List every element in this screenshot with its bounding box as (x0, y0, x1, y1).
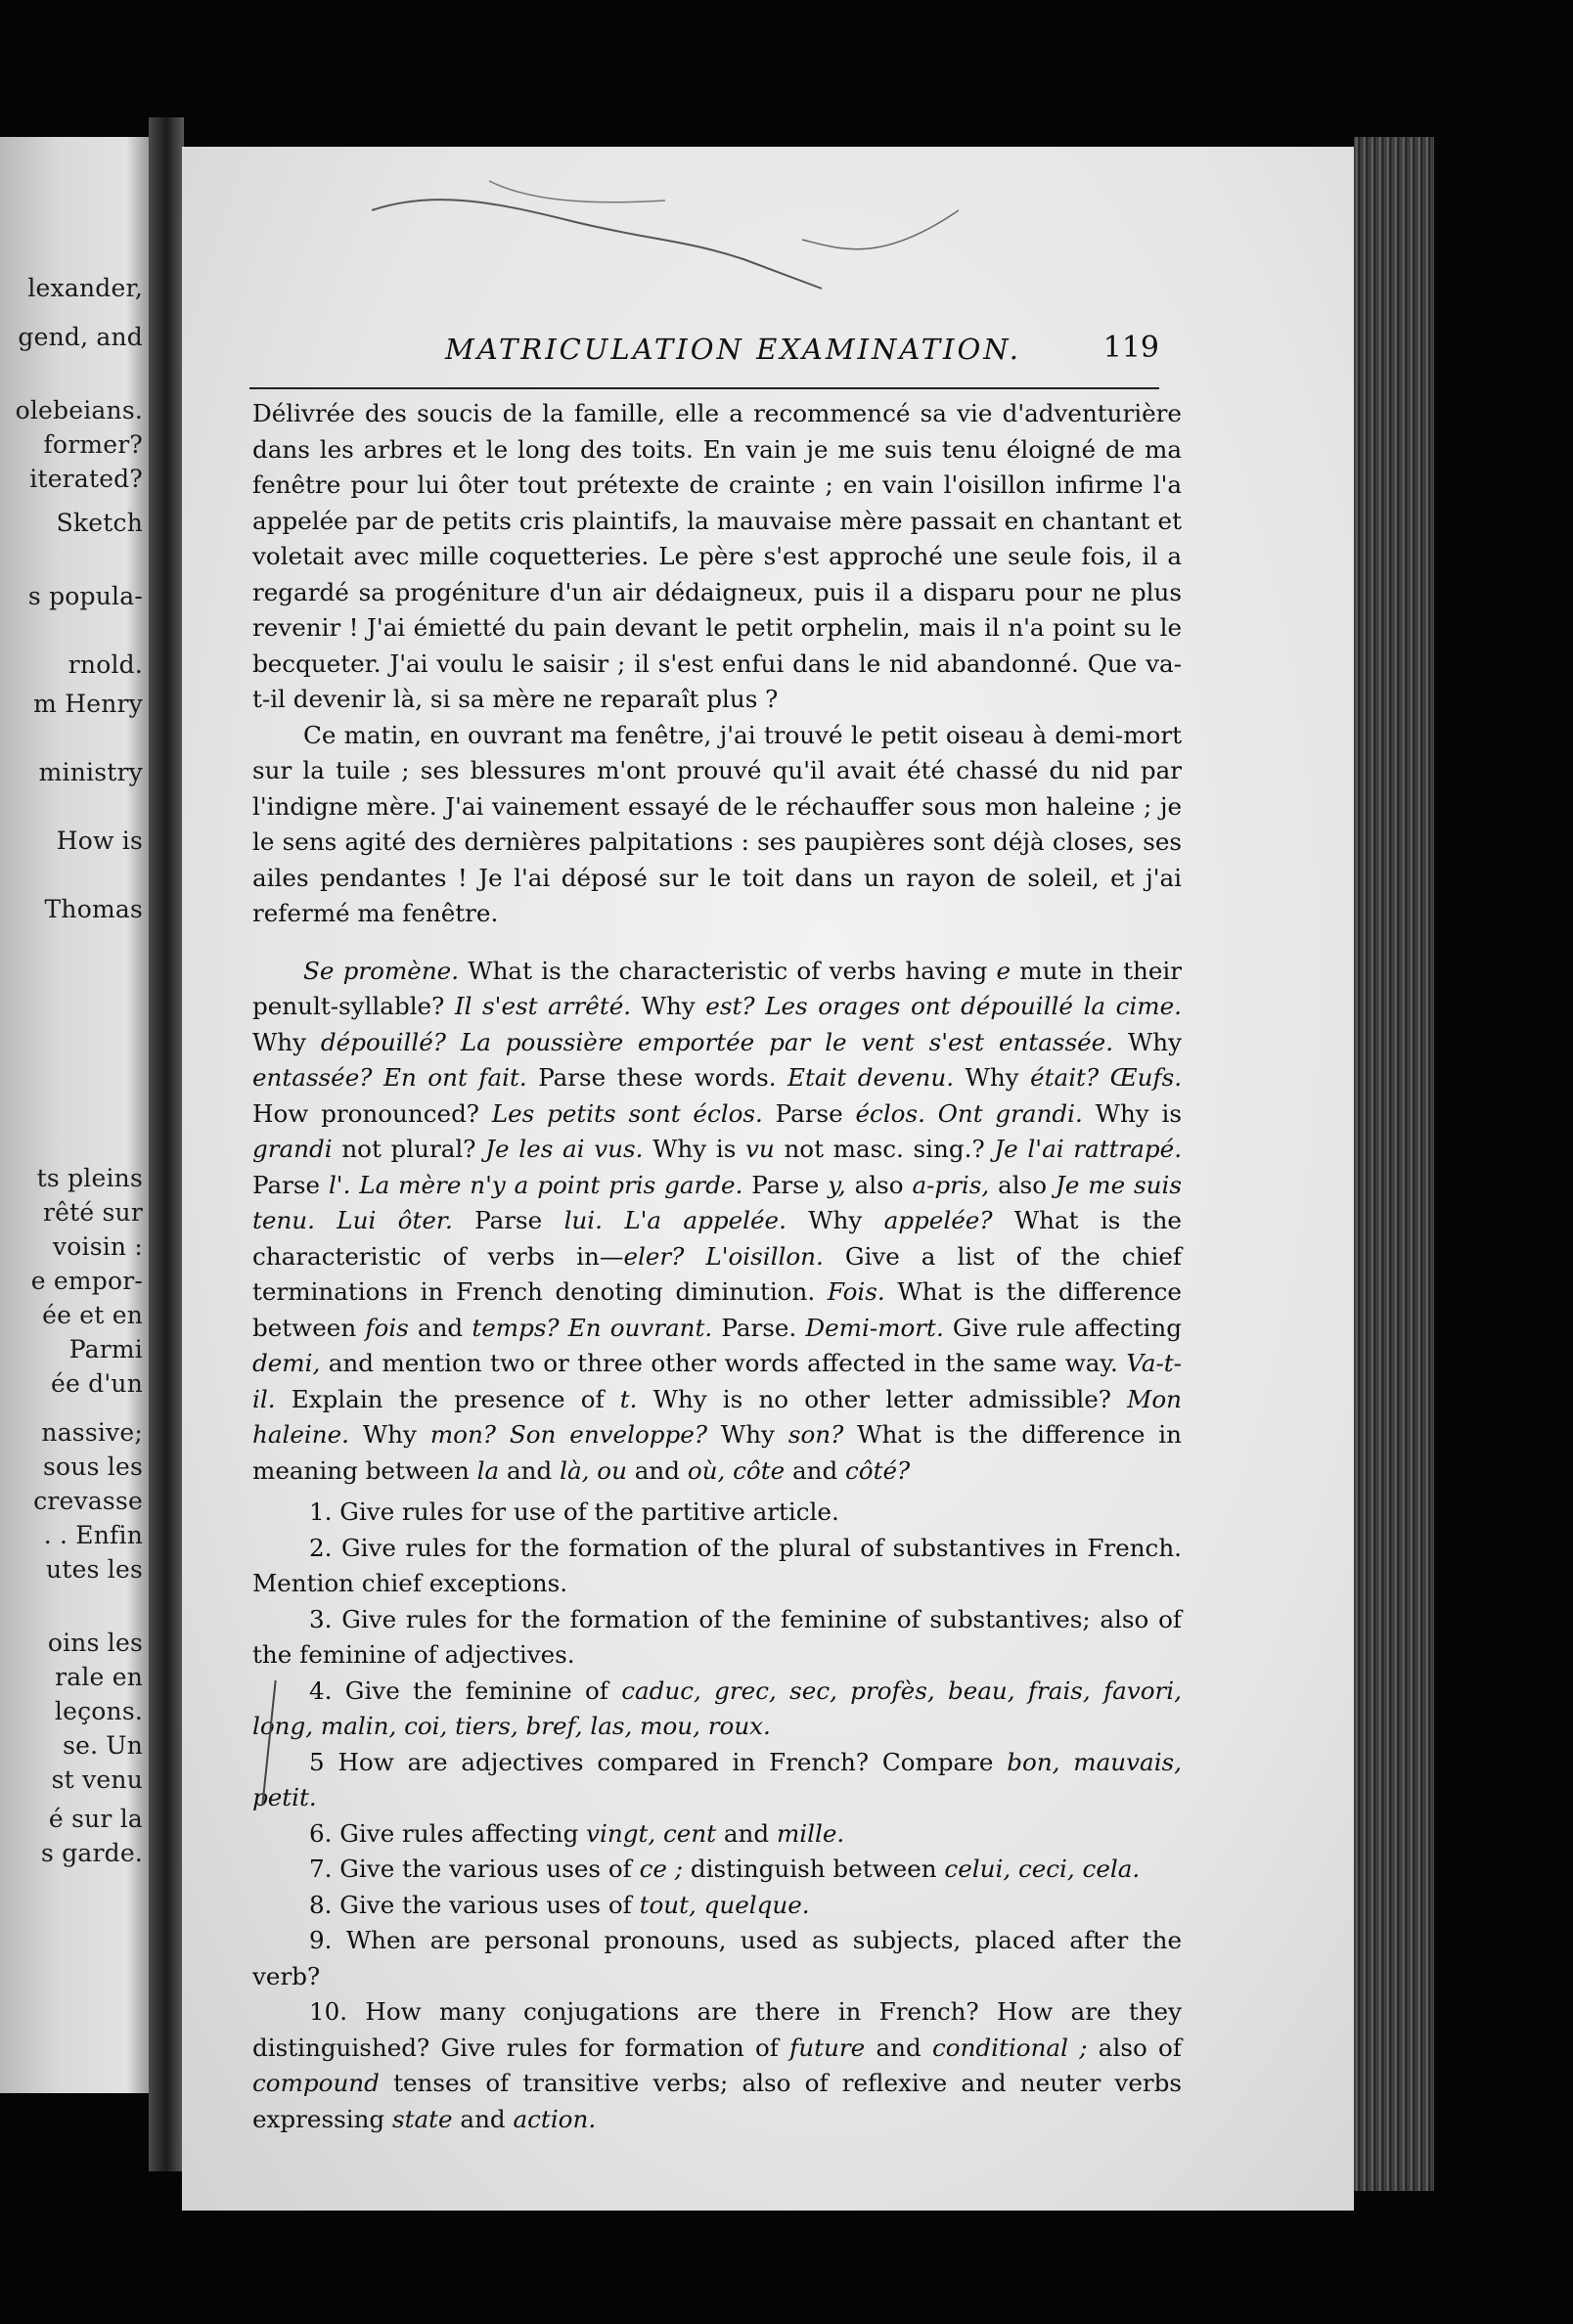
grammar-run: mute in their penult-syllable? (252, 956, 1182, 1020)
question-item (252, 1495, 1182, 1531)
grammar-run: fois (365, 1313, 409, 1342)
grammar-run: Etait devenu. (787, 1063, 955, 1092)
passage-paragraph-1: Délivrée des soucis de la famille, elle a recommencé sa vie d'adventurière dans les arbres et le long des toits. En vain je me suis tenu éloigné de ma fenêtre pour lui ôter tout prétexte de crainte ; en vain l'oisillon infirme l'a appelée par de petits cris plaintifs, la mauvaise mère passait en chantant et voletait avec mille coquetteries. Le père s'est approché une seule fois, il a regardé sa progéniture d'un air dédaigneux, puis il a disparu pour ne plus revenir ! J'ai émietté du pain devant le petit orphelin, mais il n'a point su le becqueter. J'ai voulu le saisir ; il s'est enfui dans le nid abandonné. Que va-t-il devenir là, si sa mère ne reparaît plus ? (252, 399, 1182, 713)
header-rule (249, 387, 1159, 389)
grammar-run: côté? (845, 1455, 911, 1485)
page-edges (1354, 137, 1434, 2191)
grammar-run (350, 1171, 359, 1199)
question-run: distinguish between (683, 1855, 945, 1883)
grammar-run (315, 1206, 337, 1234)
grammar-run: mon? (429, 1420, 496, 1449)
grammar-run: and (499, 1455, 561, 1485)
grammar-run: Why (349, 1420, 430, 1449)
facing-page-text: sous les (43, 1452, 143, 1481)
grammar-run: L'oisillon. (705, 1241, 824, 1271)
grammar-run: temps? (472, 1313, 560, 1342)
grammar-run: son? (787, 1420, 844, 1449)
grammar-run: Why is no other letter admissible? (637, 1384, 1128, 1413)
grammar-run: grandi (252, 1135, 333, 1163)
grammar-run: Ont grandi. (937, 1098, 1083, 1128)
grammar-run: a-pris, (912, 1170, 990, 1199)
grammar-run: Je les ai vus. (485, 1135, 644, 1163)
grammar-questions-paragraph (252, 954, 1182, 1490)
question-run: 3. Give rules for the formation of the feminine of substantives; also of the feminine of adjectives. (252, 1604, 1182, 1669)
grammar-run: Fois. (827, 1277, 885, 1306)
grammar-run: était? (1030, 1063, 1100, 1092)
grammar-run (372, 1063, 383, 1092)
facing-page-text: ts pleins (36, 1164, 143, 1192)
grammar-run: l'. (328, 1170, 351, 1199)
facing-page-text: s garde. (41, 1839, 143, 1867)
passage-paragraph-2: Ce matin, en ouvrant ma fenêtre, j'ai trouvé le petit oiseau à demi-mort sur la tuile ; ses blessures m'ont prouvé qu'il avait été chassé du nid par l'indigne mère. J'ai vainement essayé de le réchauffer sous mon haleine ; je le sens agité des dernières palpitations : ses paupières sont déjà closes, ses ailes pendantes ! Je l'ai déposé sur le toit dans un rayon de soleil, et j'ai refermé ma fenêtre. (252, 720, 1182, 927)
facing-page-fragment (0, 137, 149, 2093)
facing-page-text: rale en (55, 1663, 143, 1691)
grammar-run: Why (1113, 1027, 1182, 1056)
grammar-run: How pronounced? (252, 1098, 492, 1128)
grammar-run (560, 1314, 568, 1342)
question-item (252, 1923, 1182, 1994)
grammar-run: Parse these words. (526, 1063, 788, 1092)
question-run: celui, ceci, cela. (944, 1855, 1141, 1883)
grammar-run: Parse (252, 1170, 329, 1199)
grammar-run: est? (705, 992, 755, 1020)
question-run: state (392, 2104, 453, 2133)
facing-page-text: ée d'un (50, 1369, 143, 1398)
question-run: also of (1087, 2033, 1182, 2062)
question-run: conditional ; (931, 2033, 1088, 2062)
grammar-run: où, (687, 1455, 726, 1485)
grammar-run: Why (954, 1063, 1031, 1092)
facing-page-text: Parmi (68, 1335, 143, 1363)
grammar-run: dépouillé? (320, 1027, 446, 1056)
question-item (252, 1531, 1182, 1602)
facing-page-text: gend, and (18, 323, 143, 351)
grammar-run: Son enveloppe? (509, 1420, 708, 1449)
question-run: 7. Give the various uses of (309, 1855, 640, 1883)
grammar-run (603, 1206, 624, 1234)
question-run: 8. Give the various uses of (309, 1890, 640, 1919)
grammar-run: demi, (252, 1349, 321, 1377)
question-run: 10. How many conjugations are there in French? How are they distinguished? Give rules for formation of (252, 1997, 1182, 2062)
facing-page-text: crevasse (33, 1487, 143, 1515)
question-run: bon, mauvais, petit. (252, 1747, 1182, 1811)
page-number: 119 (1102, 331, 1159, 365)
facing-page-text: nassive; (41, 1418, 143, 1447)
book-gutter (149, 117, 184, 2171)
grammar-run: Mon haleine. (252, 1384, 1182, 1449)
grammar-run: Give rule affecting (943, 1313, 1182, 1342)
facing-page-text: se. Un (63, 1731, 143, 1760)
question-run: tout, quelque. (639, 1890, 810, 1919)
question-item (252, 1852, 1182, 1888)
grammar-run: Why is (1082, 1098, 1182, 1128)
grammar-run: appelée? (883, 1206, 993, 1234)
grammar-run (755, 992, 766, 1020)
facing-page-text: s popula- (27, 582, 143, 610)
facing-page-text: ée et en (42, 1301, 143, 1329)
question-run: vingt, cent (586, 1818, 717, 1848)
grammar-run: Les petits sont éclos. (491, 1098, 763, 1128)
facing-page-text: iterated? (29, 465, 143, 493)
grammar-run: eler? (623, 1241, 685, 1271)
grammar-run: Il s'est arrêté. (454, 992, 632, 1020)
grammar-run (496, 1420, 510, 1449)
facing-page-text: Thomas (44, 895, 143, 923)
facing-page-text: rêté sur (42, 1198, 143, 1227)
grammar-run: e (996, 956, 1011, 985)
grammar-run: entassée? (252, 1063, 373, 1092)
grammar-run: ou (597, 1455, 627, 1485)
grammar-run: and (626, 1455, 688, 1485)
grammar-run: Parse. (712, 1313, 806, 1342)
grammar-run: What is the characteristic of verbs having (459, 956, 997, 985)
question-run: mille. (776, 1818, 845, 1848)
grammar-run: y, (828, 1170, 846, 1199)
grammar-run: L'a appelée. (624, 1206, 786, 1234)
grammar-run: Give a list of the chief terminations in French denoting diminution. (252, 1241, 1182, 1306)
facing-page-text: voisin : (52, 1232, 143, 1261)
grammar-run: Se promène. (303, 956, 460, 985)
facing-page-text: lexander, (27, 274, 143, 302)
grammar-run: Je me suis tenu. (252, 1170, 1182, 1234)
pencil-scribble (372, 171, 959, 308)
facing-page-text: rnold. (67, 650, 143, 679)
question-run: ce ; (639, 1855, 684, 1883)
grammar-run: côte (733, 1455, 786, 1485)
grammar-run: Explain the presence of (275, 1384, 620, 1413)
grammar-run (684, 1242, 705, 1271)
facing-page-text: How is (56, 827, 143, 855)
running-header (249, 313, 1159, 391)
question-item (252, 1674, 1182, 1745)
grammar-run: Why (631, 992, 706, 1020)
grammar-run: also (845, 1170, 913, 1199)
facing-page-text: former? (43, 430, 143, 459)
numbered-questions (252, 1495, 1182, 2137)
question-item (252, 1745, 1182, 1816)
grammar-run (725, 1456, 733, 1485)
grammar-run: vu (745, 1135, 775, 1163)
grammar-run: éclos. (855, 1098, 925, 1128)
grammar-run: not plural? (332, 1135, 486, 1163)
facing-page-text: é sur la (48, 1805, 143, 1833)
grammar-run: La mère n'y a point pris garde. (359, 1170, 743, 1199)
question-run: action. (513, 2104, 597, 2133)
page-body (252, 396, 1182, 2137)
facing-page-text: olebeians. (15, 396, 143, 425)
grammar-run: Why (786, 1206, 884, 1234)
grammar-run: Demi-mort. (805, 1313, 944, 1342)
facing-page-text: oins les (47, 1629, 143, 1657)
question-run: caduc, grec, sec, profès, beau, frais, favori, long, malin, coi, tiers, bref, las, mou, roux. (252, 1676, 1182, 1740)
question-run: 1. Give rules for use of the partitive article. (309, 1497, 839, 1526)
grammar-run: Je l'ai rattrapé. (994, 1135, 1183, 1163)
grammar-run: What is the characteristic of verbs in— (252, 1206, 1182, 1271)
grammar-run: t. (619, 1384, 638, 1413)
grammar-run: lui. (563, 1206, 603, 1234)
facing-page-text: leçons. (54, 1697, 143, 1725)
question-item (252, 1816, 1182, 1853)
facing-page-text: ministry (38, 758, 143, 786)
facing-page-text: utes les (46, 1555, 143, 1584)
grammar-run: La poussière emportée par le vent s'est entassée. (460, 1027, 1114, 1056)
grammar-run: là, (560, 1455, 590, 1485)
question-item (252, 1888, 1182, 1924)
grammar-run (925, 1099, 938, 1128)
grammar-run: Parse (742, 1170, 829, 1199)
grammar-run: la (476, 1455, 500, 1485)
question-run: 6. Give rules affecting (309, 1818, 587, 1848)
grammar-run: En ont fait. (383, 1063, 527, 1092)
grammar-run: Why (252, 1027, 321, 1056)
facing-page-text: Sketch (56, 509, 143, 537)
grammar-run: Parse (762, 1098, 856, 1128)
question-run: and (716, 1818, 777, 1848)
grammar-run: Why is (643, 1135, 746, 1163)
grammar-run: Les orages ont dépouillé la cime. (765, 992, 1182, 1020)
page-title: MATRICULATION EXAMINATION. (445, 333, 1022, 366)
grammar-run: and mention two or three other words affected in the same way. (320, 1349, 1127, 1377)
grammar-run: also (989, 1170, 1056, 1199)
grammar-run: Lui ôter. (337, 1206, 453, 1234)
question-item (252, 1994, 1182, 2137)
grammar-run: and (785, 1455, 846, 1485)
facing-page-text: st venu (51, 1765, 143, 1794)
grammar-run: Why (707, 1420, 788, 1449)
question-item (252, 1602, 1182, 1674)
grammar-run: En ouvrant. (567, 1313, 713, 1342)
facing-page-text: m Henry (33, 690, 143, 718)
question-run: 4. Give the feminine of (309, 1676, 622, 1705)
grammar-run: not masc. sing.? (774, 1135, 995, 1163)
question-run: compound (252, 2069, 380, 2097)
facing-page-text: . . Enfin (43, 1521, 143, 1549)
question-run: and (452, 2104, 514, 2133)
question-run: 9. When are personal pronouns, used as subjects, placed after the verb? (252, 1926, 1182, 1990)
grammar-run: What is the difference in meaning between (252, 1420, 1183, 1485)
question-run: tenses of transitive verbs; also of reflexive and neuter verbs expressing (252, 2069, 1182, 2133)
facing-page-text: e empor- (30, 1267, 143, 1295)
question-run: 2. Give rules for the formation of the plural of substantives in French. Mention chief exceptions. (252, 1533, 1182, 1597)
question-run: and (865, 2033, 932, 2062)
grammar-run (446, 1028, 461, 1056)
question-run: future (789, 2033, 866, 2062)
grammar-run: Œufs. (1109, 1063, 1183, 1092)
grammar-run (1099, 1063, 1110, 1092)
grammar-run: Parse (452, 1206, 564, 1234)
grammar-run: What is the difference between (252, 1277, 1182, 1342)
question-run: 5 How are adjectives compared in French? Compare (309, 1747, 1008, 1776)
grammar-run: Va-t-il. (252, 1349, 1182, 1413)
grammar-run: and (408, 1313, 472, 1342)
